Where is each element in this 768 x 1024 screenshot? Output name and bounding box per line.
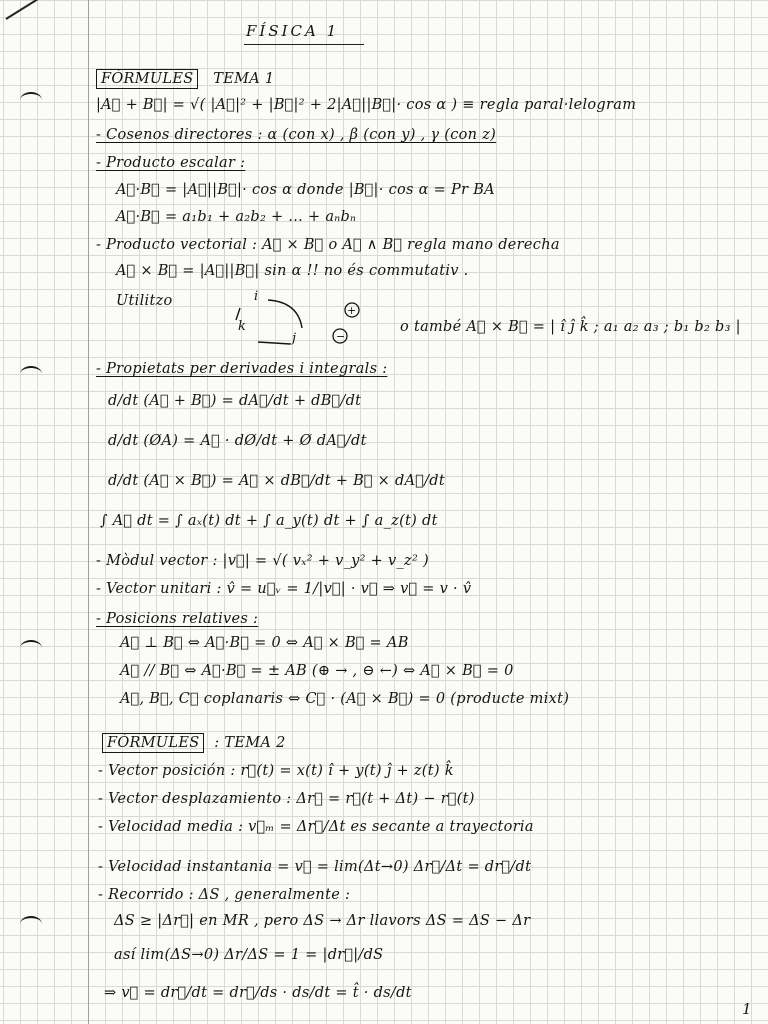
instant-velocity: - Velocidad instantania = v⃗ = lim(Δt→0) Δr⃗/Δt = dr⃗/dt: [98, 859, 532, 875]
scalar-product-components: A⃗·B⃗ = a₁b₁ + a₂b₂ + ... + aₙbₙ: [116, 209, 357, 225]
margin-line: [88, 0, 89, 1024]
svg-text:+: +: [347, 304, 357, 317]
tema2-header: FÓRMULES : TEMA 2: [102, 734, 286, 752]
path-heading: - Recorrido : ΔS , generalmente :: [98, 887, 351, 903]
derivative-properties-heading: - Propietats per derivades i integrals :: [96, 361, 388, 377]
svg-text:j: j: [292, 331, 297, 346]
rotation-diagram: [228, 286, 368, 350]
integral-formula: ∫ A⃗ dt = ∫ aₓ(t) dt + ∫ a_y(t) dt + ∫ a_z(t) dt: [100, 513, 438, 529]
coplanar-condition: A⃗, B⃗, C⃗ coplanaris ⇔ C⃗ · (A⃗ × B⃗) = 0 (producte mixt): [120, 691, 570, 707]
svg-text:−: −: [336, 330, 346, 343]
punch-hole: [20, 366, 42, 382]
formula-parallelogram: |A⃗ + B⃗| = √( |A⃗|² + |B⃗|² + 2|A⃗||B⃗|· cos α ) ≡ regla paral·lelogram: [96, 97, 637, 113]
vector-product-formula: A⃗ × B⃗ = |A⃗||B⃗| sin α !! no és commutativ .: [116, 263, 469, 279]
pen-mark: [5, 0, 40, 20]
tema2-label: TEMA 2: [224, 735, 286, 751]
svg-text:i: i: [254, 289, 259, 304]
page-title: FÍSICA 1: [246, 22, 340, 40]
punch-hole: [20, 92, 42, 108]
relative-positions-heading: - Posicions relatives :: [96, 611, 259, 627]
tema1-label: TEMA 1: [213, 71, 275, 87]
punch-hole: [20, 916, 42, 932]
module-formula: - Mòdul vector : |v⃗| = √( vₓ² + v_y² + v_z² ): [96, 553, 429, 569]
derivative-cross: d/dt (A⃗ × B⃗) = A⃗ × dB⃗/dt + B⃗ × dA⃗/dt: [108, 473, 445, 489]
scalar-product-heading: - Producto escalar :: [96, 155, 246, 171]
vector-product-heading: - Producto vectorial : A⃗ × B⃗ o A⃗ ∧ B⃗ regla mano derecha: [96, 237, 560, 253]
punch-hole: [20, 640, 42, 656]
determinant-formula: o també A⃗ × B⃗ = | î ĵ k̂ ; a₁ a₂ a₃ ; b₁ b₂ b₃ |: [400, 319, 741, 335]
position-vector: - Vector posición : r⃗(t) = x(t) î + y(t) ĵ + z(t) k̂: [98, 763, 454, 779]
utilitzo-label: Utilitzo: [116, 293, 173, 309]
tema1-badge: FÓRMULES: [96, 69, 198, 89]
tema1-header: [96, 70, 274, 88]
mean-velocity: - Velocidad media : v⃗ₘ = Δr⃗/Δt es secante a trayectoria: [98, 819, 534, 835]
derivative-sum: d/dt (A⃗ + B⃗) = dA⃗/dt + dB⃗/dt: [108, 393, 362, 409]
cosines-line: - Cosenos directores : α (con x) , β (con y) , γ (con z): [96, 127, 497, 143]
unit-vector-formula: - Vector unitari : v̂ = u⃗ᵥ = 1/|v⃗| · v⃗ ⇒ v⃗ = v · v̂: [96, 581, 472, 597]
derivative-product: d/dt (ØA) = A⃗ · dØ/dt + Ø dA⃗/dt: [108, 433, 367, 449]
velocity-tangent: ⇒ v⃗ = dr⃗/dt = dr⃗/ds · ds/dt = t̂ · ds/dt: [104, 985, 412, 1001]
tema2-badge: FÓRMULES: [102, 733, 204, 753]
perpendicular-condition: A⃗ ⊥ B⃗ ⇔ A⃗·B⃗ = 0 ⇔ A⃗ × B⃗ = AB: [120, 635, 409, 651]
displacement-vector: - Vector desplazamiento : Δr⃗ = r⃗(t + Δt) − r⃗(t): [98, 791, 475, 807]
title-underline: [244, 44, 364, 45]
scalar-product-formula: A⃗·B⃗ = |A⃗||B⃗|· cos α donde |B⃗|· cos α = Pr BA: [116, 182, 495, 198]
parallel-condition: A⃗ // B⃗ ⇔ A⃗·B⃗ = ± AB (⊕ → , ⊖ ←) ⇔ A⃗ × B⃗ = 0: [120, 663, 514, 679]
path-limit: así lim(ΔS→0) Δr/ΔS = 1 = |dr⃗|/dS: [114, 947, 384, 963]
path-inequality: ΔS ≥ |Δr⃗| en MR , pero ΔS → Δr llavors ΔS = ΔS − Δr: [114, 913, 531, 929]
svg-text:k: k: [238, 319, 246, 334]
page-number: 1: [742, 1000, 752, 1018]
